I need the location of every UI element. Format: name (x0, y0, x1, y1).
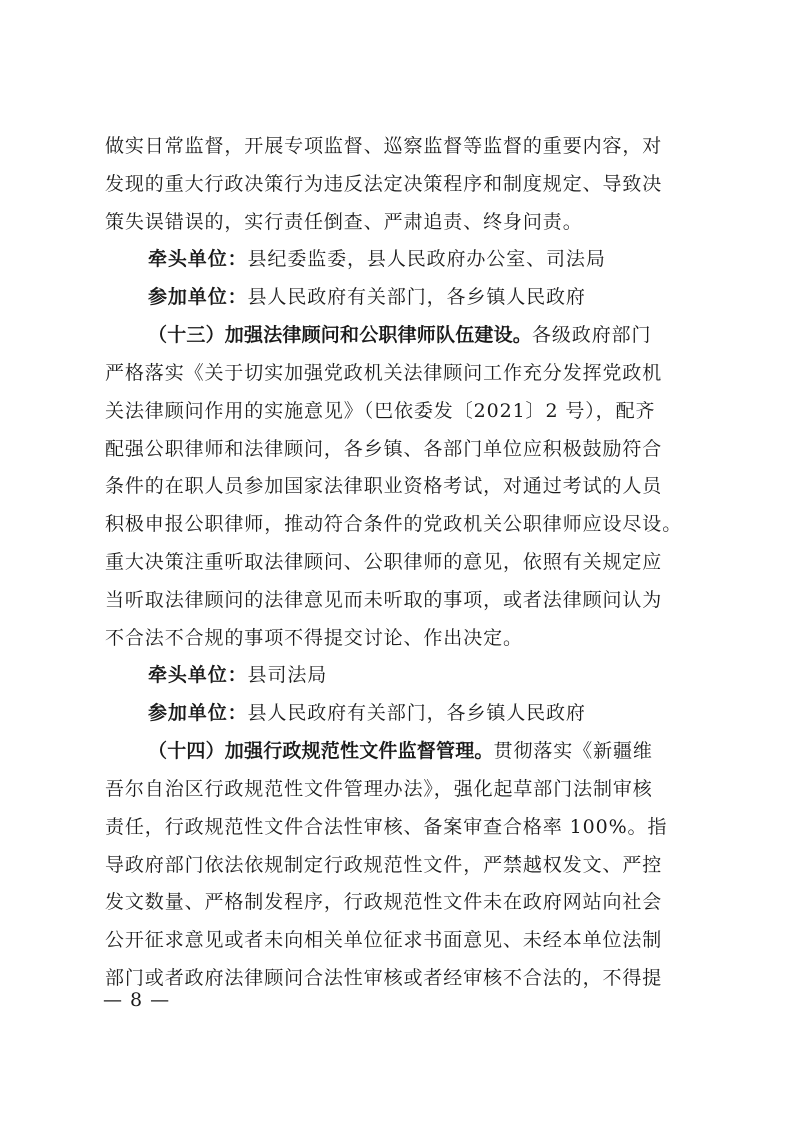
participating-unit-label: 参加单位： (148, 286, 248, 308)
lead-unit-value: 县纪委监委，县人民政府办公室、司法局 (247, 248, 606, 270)
lead-unit-value: 县司法局 (247, 664, 328, 686)
body-line: 发现的重大行政决策行为违反法定决策程序和制度规定、导致决 (105, 173, 663, 195)
page-number: — 8 — (103, 989, 171, 1011)
lead-unit-label: 牵头单位： (148, 248, 248, 270)
participating-unit-line (148, 282, 705, 312)
participating-unit-label: 参加单位： (148, 702, 248, 724)
body-line: 重大决策注重听取法律顾问、公职律师的意见，依照有关规定应 (105, 551, 663, 573)
lead-unit-label: 牵头单位： (148, 664, 248, 686)
body-line: 严格落实《关于切实加强党政机关法律顾问工作充分发挥党政机 (105, 362, 663, 384)
body-line: 发文数量、严格制发程序，行政规范性文件未在政府网站向社会 (105, 891, 663, 913)
body-line: 策失误错误的，实行责任倒查、严肃追责、终身问责。 (105, 211, 583, 233)
section-14-text: 贯彻落实《新疆维 (493, 740, 653, 762)
body-line: 当听取法律顾问的法律意见而未听取的事项，或者法律顾问认为 (105, 589, 663, 611)
section-14-heading: （十四）加强行政规范性文件监督管理。 (148, 740, 494, 762)
lead-unit-line (148, 244, 705, 274)
body-line: 不合法不合规的事项不得提交讨论、作出决定。 (105, 627, 523, 649)
section-13-heading: （十三）加强法律顾问和公职律师队伍建设。 (148, 324, 533, 346)
body-line: 导政府部门依法依规制定行政规范性文件，严禁越权发文、严控 (105, 854, 663, 876)
participating-unit-value: 县人民政府有关部门，各乡镇人民政府 (247, 702, 586, 724)
body-line: 公开征求意见或者未向相关单位征求书面意见、未经本单位法制 (105, 929, 663, 951)
lead-unit-line (148, 660, 705, 690)
body-line: 积极申报公职律师，推动符合条件的党政机关公职律师应设尽设。 (105, 513, 683, 535)
section-13-first-line (148, 320, 705, 350)
participating-unit-line (148, 698, 705, 728)
section-14-first-line (148, 736, 705, 766)
body-line: 吾尔自治区行政规范性文件管理办法》，强化起草部门法制审核 (105, 778, 653, 800)
body-line: 部门或者政府法律顾问合法性审核或者经审核不合法的，不得提 (105, 967, 663, 989)
body-line: 做实日常监督，开展专项监督、巡察监督等监督的重要内容，对 (105, 135, 663, 157)
body-line: 条件的在职人员参加国家法律职业资格考试，对通过考试的人员 (105, 475, 663, 497)
participating-unit-value: 县人民政府有关部门，各乡镇人民政府 (247, 286, 586, 308)
body-line: 配强公职律师和法律顾问，各乡镇、各部门单位应积极鼓励符合 (105, 438, 663, 460)
body-line: 关法律顾问作用的实施意见》（巴依委发〔2021〕2 号），配齐 (105, 400, 656, 422)
body-line: 责任，行政规范性文件合法性审核、备案审查合格率 100%。指 (105, 816, 668, 838)
section-13-text: 各级政府部门 (532, 324, 652, 346)
